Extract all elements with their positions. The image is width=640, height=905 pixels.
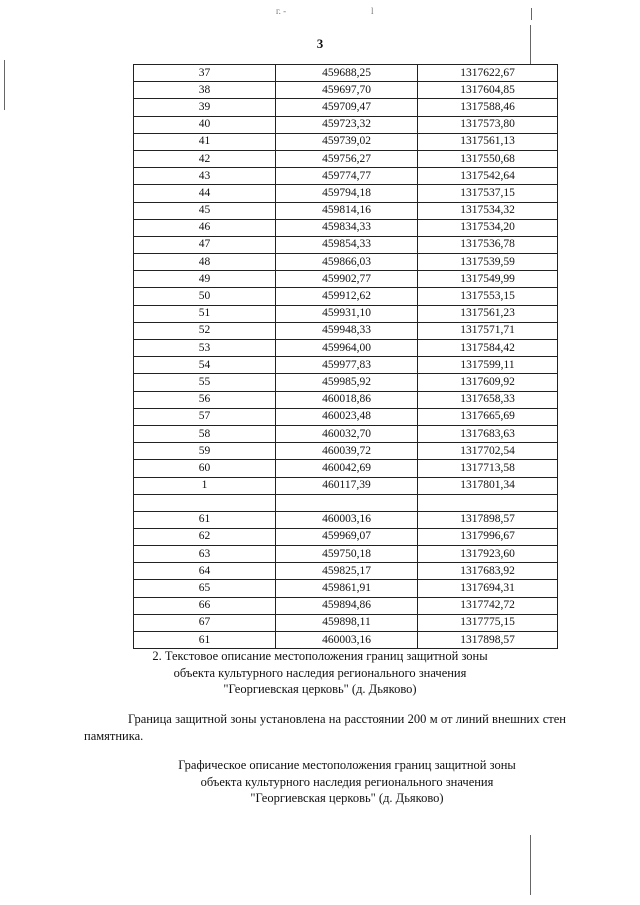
x-coordinate-cell: 459794,18 bbox=[276, 185, 418, 202]
point-number-cell: 40 bbox=[134, 116, 276, 133]
x-coordinate-cell: 459750,18 bbox=[276, 546, 418, 563]
table-row bbox=[134, 425, 558, 442]
table-row bbox=[134, 408, 558, 425]
x-coordinate-cell: 459697,70 bbox=[276, 82, 418, 99]
y-coordinate-cell: 1317539,59 bbox=[418, 254, 558, 271]
y-coordinate-cell: 1317537,15 bbox=[418, 185, 558, 202]
y-coordinate-cell: 1317742,72 bbox=[418, 597, 558, 614]
point-number-cell: 61 bbox=[134, 632, 276, 649]
point-number-cell: 53 bbox=[134, 340, 276, 357]
table-row bbox=[134, 150, 558, 167]
point-number-cell bbox=[134, 494, 276, 511]
table-row bbox=[134, 322, 558, 339]
table-row bbox=[134, 271, 558, 288]
table-row bbox=[134, 597, 558, 614]
point-number-cell: 49 bbox=[134, 271, 276, 288]
y-coordinate-cell: 1317534,20 bbox=[418, 219, 558, 236]
y-coordinate-cell: 1317801,34 bbox=[418, 477, 558, 494]
y-coordinate-cell: 1317609,92 bbox=[418, 374, 558, 391]
table-row bbox=[134, 133, 558, 150]
x-coordinate-cell: 460023,48 bbox=[276, 408, 418, 425]
x-coordinate-cell: 459964,00 bbox=[276, 340, 418, 357]
y-coordinate-cell: 1317683,92 bbox=[418, 563, 558, 580]
x-coordinate-cell: 459688,25 bbox=[276, 65, 418, 82]
point-number-cell: 44 bbox=[134, 185, 276, 202]
x-coordinate-cell: 459977,83 bbox=[276, 357, 418, 374]
x-coordinate-cell: 460003,16 bbox=[276, 511, 418, 528]
table-row bbox=[134, 546, 558, 563]
scan-artifact-line bbox=[4, 60, 5, 110]
point-number-cell: 58 bbox=[134, 425, 276, 442]
table-row bbox=[134, 477, 558, 494]
x-coordinate-cell: 460032,70 bbox=[276, 425, 418, 442]
x-coordinate-cell: 460042,69 bbox=[276, 460, 418, 477]
x-coordinate-cell: 459931,10 bbox=[276, 305, 418, 322]
x-coordinate-cell: 459912,62 bbox=[276, 288, 418, 305]
point-number-cell: 66 bbox=[134, 597, 276, 614]
y-coordinate-cell: 1317665,69 bbox=[418, 408, 558, 425]
point-number-cell: 39 bbox=[134, 99, 276, 116]
y-coordinate-cell: 1317550,68 bbox=[418, 150, 558, 167]
y-coordinate-cell: 1317549,99 bbox=[418, 271, 558, 288]
table-row bbox=[134, 374, 558, 391]
y-coordinate-cell: 1317599,11 bbox=[418, 357, 558, 374]
y-coordinate-cell: 1317898,57 bbox=[418, 632, 558, 649]
point-number-cell: 48 bbox=[134, 254, 276, 271]
table-row bbox=[134, 528, 558, 545]
y-coordinate-cell: 1317561,13 bbox=[418, 133, 558, 150]
table-row bbox=[134, 202, 558, 219]
x-coordinate-cell: 459866,03 bbox=[276, 254, 418, 271]
point-number-cell: 47 bbox=[134, 236, 276, 253]
table-row bbox=[134, 116, 558, 133]
y-coordinate-cell: 1317694,31 bbox=[418, 580, 558, 597]
x-coordinate-cell: 459948,33 bbox=[276, 322, 418, 339]
y-coordinate-cell: 1317534,32 bbox=[418, 202, 558, 219]
graphic-title-line: "Георгиевская церковь" (д. Дьяково) bbox=[250, 791, 444, 805]
point-number-cell: 65 bbox=[134, 580, 276, 597]
table-row bbox=[134, 511, 558, 528]
x-coordinate-cell: 459739,02 bbox=[276, 133, 418, 150]
table-row bbox=[134, 563, 558, 580]
x-coordinate-cell: 459854,33 bbox=[276, 236, 418, 253]
y-coordinate-cell: 1317923,60 bbox=[418, 546, 558, 563]
table-row bbox=[134, 288, 558, 305]
table-row bbox=[134, 254, 558, 271]
y-coordinate-cell: 1317561,23 bbox=[418, 305, 558, 322]
table-row bbox=[134, 632, 558, 649]
point-number-cell: 37 bbox=[134, 65, 276, 82]
point-number-cell: 60 bbox=[134, 460, 276, 477]
point-number-cell: 62 bbox=[134, 528, 276, 545]
section-2-title-line: объекта культурного наследия регионального значения bbox=[173, 665, 467, 680]
x-coordinate-cell: 459985,92 bbox=[276, 374, 418, 391]
x-coordinate-cell bbox=[276, 494, 418, 511]
table-row bbox=[134, 185, 558, 202]
point-number-cell: 52 bbox=[134, 322, 276, 339]
x-coordinate-cell: 460117,39 bbox=[276, 477, 418, 494]
y-coordinate-cell: 1317542,64 bbox=[418, 168, 558, 185]
point-number-cell: 38 bbox=[134, 82, 276, 99]
y-coordinate-cell: 1317536,78 bbox=[418, 236, 558, 253]
x-coordinate-cell: 460018,86 bbox=[276, 391, 418, 408]
x-coordinate-cell: 459898,11 bbox=[276, 614, 418, 631]
table-row bbox=[134, 219, 558, 236]
x-coordinate-cell: 460039,72 bbox=[276, 443, 418, 460]
table-row bbox=[134, 391, 558, 408]
table-separator-row bbox=[134, 494, 558, 511]
section-2-title-line: 2. Текстовое описание местоположения границ защитной зоны bbox=[152, 649, 488, 663]
point-number-cell: 50 bbox=[134, 288, 276, 305]
table-row bbox=[134, 236, 558, 253]
x-coordinate-cell: 459969,07 bbox=[276, 528, 418, 545]
x-coordinate-cell: 459756,27 bbox=[276, 150, 418, 167]
y-coordinate-cell: 1317775,15 bbox=[418, 614, 558, 631]
table-row bbox=[134, 357, 558, 374]
y-coordinate-cell: 1317683,63 bbox=[418, 425, 558, 442]
x-coordinate-cell: 459814,16 bbox=[276, 202, 418, 219]
point-number-cell: 63 bbox=[134, 546, 276, 563]
point-number-cell: 46 bbox=[134, 219, 276, 236]
y-coordinate-cell: 1317658,33 bbox=[418, 391, 558, 408]
table-row bbox=[134, 580, 558, 597]
x-coordinate-cell: 459894,86 bbox=[276, 597, 418, 614]
x-coordinate-cell: 459774,77 bbox=[276, 168, 418, 185]
y-coordinate-cell: 1317604,85 bbox=[418, 82, 558, 99]
coordinates-table bbox=[133, 64, 558, 649]
y-coordinate-cell: 1317584,42 bbox=[418, 340, 558, 357]
table-row bbox=[134, 614, 558, 631]
x-coordinate-cell: 459834,33 bbox=[276, 219, 418, 236]
point-number-cell: 43 bbox=[134, 168, 276, 185]
point-number-cell: 54 bbox=[134, 357, 276, 374]
table-row bbox=[134, 65, 558, 82]
table-row bbox=[134, 168, 558, 185]
x-coordinate-cell: 460003,16 bbox=[276, 632, 418, 649]
graphic-title-line: объекта культурного наследия регионального значения bbox=[200, 774, 494, 789]
table-row bbox=[134, 340, 558, 357]
point-number-cell: 59 bbox=[134, 443, 276, 460]
table-row bbox=[134, 82, 558, 99]
x-coordinate-cell: 459825,17 bbox=[276, 563, 418, 580]
section-2-title-line: "Георгиевская церковь" (д. Дьяково) bbox=[223, 682, 417, 696]
graphic-description-title bbox=[0, 757, 640, 807]
point-number-cell: 61 bbox=[134, 511, 276, 528]
scan-artifact-mark: г. - bbox=[276, 6, 287, 16]
x-coordinate-cell: 459861,91 bbox=[276, 580, 418, 597]
x-coordinate-cell: 459723,32 bbox=[276, 116, 418, 133]
table-row bbox=[134, 443, 558, 460]
x-coordinate-cell: 459709,47 bbox=[276, 99, 418, 116]
y-coordinate-cell: 1317996,67 bbox=[418, 528, 558, 545]
page-number: 3 bbox=[316, 36, 324, 51]
point-number-cell: 56 bbox=[134, 391, 276, 408]
y-coordinate-cell: 1317702,54 bbox=[418, 443, 558, 460]
y-coordinate-cell: 1317571,71 bbox=[418, 322, 558, 339]
y-coordinate-cell: 1317898,57 bbox=[418, 511, 558, 528]
point-number-cell: 41 bbox=[134, 133, 276, 150]
point-number-cell: 45 bbox=[134, 202, 276, 219]
point-number-cell: 67 bbox=[134, 614, 276, 631]
point-number-cell: 55 bbox=[134, 374, 276, 391]
table-row bbox=[134, 99, 558, 116]
graphic-title-line: Графическое описание местоположения границ защитной зоны bbox=[178, 758, 516, 772]
point-number-cell: 57 bbox=[134, 408, 276, 425]
point-number-cell: 42 bbox=[134, 150, 276, 167]
boundary-description: Граница защитной зоны установлена на расстоянии 200 м от линий внешних стен памятника. bbox=[84, 712, 566, 743]
table-row bbox=[134, 460, 558, 477]
point-number-cell: 1 bbox=[134, 477, 276, 494]
table-row bbox=[134, 305, 558, 322]
y-coordinate-cell bbox=[418, 494, 558, 511]
y-coordinate-cell: 1317573,80 bbox=[418, 116, 558, 133]
y-coordinate-cell: 1317553,15 bbox=[418, 288, 558, 305]
y-coordinate-cell: 1317622,67 bbox=[418, 65, 558, 82]
scan-artifact-line bbox=[531, 8, 532, 20]
scan-artifact-mark: l bbox=[371, 6, 374, 16]
point-number-cell: 64 bbox=[134, 563, 276, 580]
section-2-title bbox=[0, 648, 640, 698]
y-coordinate-cell: 1317588,46 bbox=[418, 99, 558, 116]
point-number-cell: 51 bbox=[134, 305, 276, 322]
scan-artifact-line bbox=[530, 835, 531, 895]
y-coordinate-cell: 1317713,58 bbox=[418, 460, 558, 477]
x-coordinate-cell: 459902,77 bbox=[276, 271, 418, 288]
